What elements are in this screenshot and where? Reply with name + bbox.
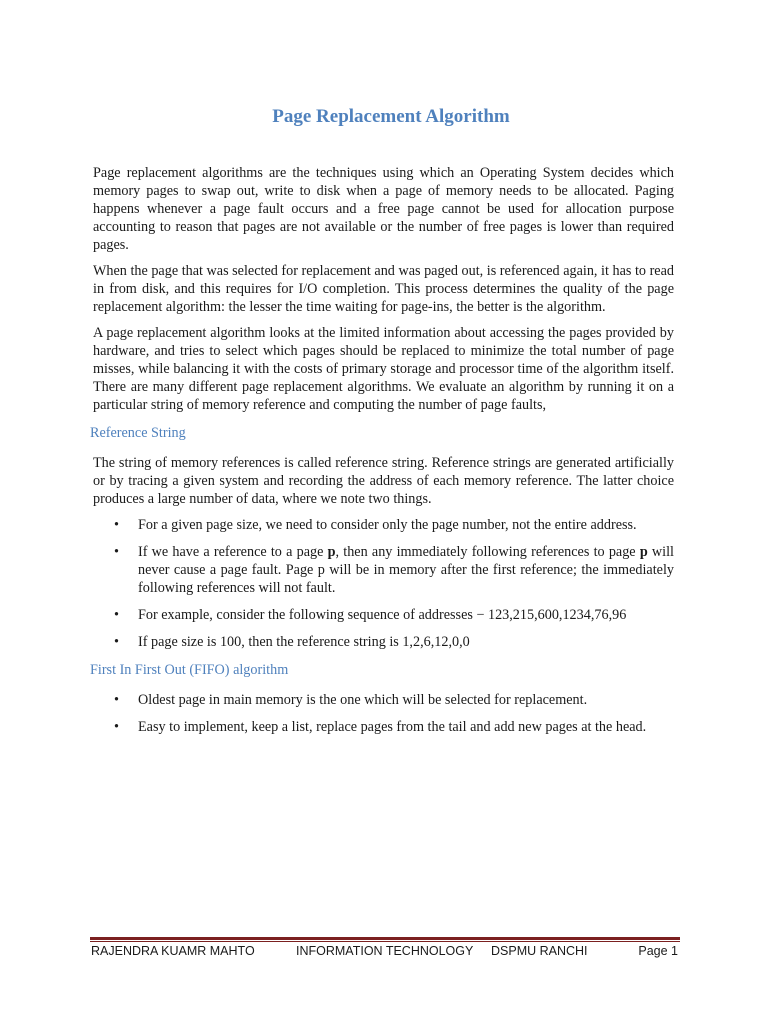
list-item-text: Easy to implement, keep a list, replace pages from the tail and add new pages at the head. bbox=[138, 719, 647, 735]
section-heading-fifo: First In First Out (FIFO) algorithm bbox=[90, 662, 289, 678]
bullet-icon: • bbox=[114, 607, 119, 623]
list-item-text: If page size is 100, then the reference string is 1,2,6,12,0,0 bbox=[138, 634, 470, 650]
bullet-icon: • bbox=[114, 544, 119, 560]
list-item-text: For example, consider the following sequence of addresses − 123,215,600,1234,76,96 bbox=[138, 607, 627, 623]
bullet-icon: • bbox=[114, 634, 119, 650]
list-item-text: If we have a reference to a page p, then any immediately following references to page p will never cause a page fault. Page p will be in memory after the first reference; the immediately following references will not fault. bbox=[138, 544, 674, 596]
intro-paragraph-1: Page replacement algorithms are the techniques using which an Operating System decides which memory pages to swap out, write to disk when a page of memory needs to be allocated. Paging happens whenever a page fault occurs and a free page cannot be used for allocation purpose accounting to reason that pages are not available or the number of free pages is lower than required pages. bbox=[93, 165, 674, 253]
fifo-bullet-list bbox=[93, 691, 674, 736]
bullet-icon: • bbox=[114, 517, 119, 533]
intro-paragraph-2: When the page that was selected for replacement and was paged out, is referenced again, it has to read in from disk, and this requires for I/O completion. This process determines the quality of the page replacement algorithm: the lesser the time waiting for page-ins, the better is the algorithm. bbox=[93, 263, 674, 315]
footer-page-number: Page 1 bbox=[638, 944, 678, 958]
list-item-text: For a given page size, we need to consider only the page number, not the entire address. bbox=[138, 517, 637, 533]
footer-divider-thin bbox=[90, 941, 680, 942]
page-footer bbox=[91, 944, 678, 962]
footer-university: DSPMU RANCHI bbox=[491, 944, 588, 958]
list-item-text: Oldest page in main memory is the one which will be selected for replacement. bbox=[138, 692, 588, 708]
bullet-icon: • bbox=[114, 719, 119, 735]
footer-author: RAJENDRA KUAMR MAHTO bbox=[91, 944, 255, 958]
intro-paragraph-3: A page replacement algorithm looks at the limited information about accessing the pages provided by hardware, and tries to select which pages should be replaced to minimize the total number of page misses, while balancing it with the costs of primary storage and processor time of the algorithm itself. There are many different page replacement algorithms. We evaluate an algorithm by running it on a particular string of memory reference and computing the number of page faults, bbox=[93, 325, 674, 413]
list-item bbox=[114, 633, 674, 651]
list-item bbox=[114, 691, 674, 709]
footer-department: INFORMATION TECHNOLOGY bbox=[296, 944, 474, 958]
list-item bbox=[114, 516, 674, 534]
bullet-icon: • bbox=[114, 692, 119, 708]
list-item bbox=[114, 718, 674, 736]
reference-string-bullet-list bbox=[93, 516, 674, 651]
list-item bbox=[114, 606, 674, 624]
reference-string-paragraph: The string of memory references is called reference string. Reference strings are generated artificially or by tracing a given system and recording the address of each memory reference. The latter choice produces a large number of data, where we note two things. bbox=[93, 455, 674, 507]
footer-divider bbox=[90, 937, 680, 940]
document-body bbox=[90, 164, 674, 745]
section-heading-reference-string: Reference String bbox=[90, 425, 186, 441]
page-title: Page Replacement Algorithm bbox=[272, 106, 510, 127]
list-item bbox=[114, 543, 674, 597]
